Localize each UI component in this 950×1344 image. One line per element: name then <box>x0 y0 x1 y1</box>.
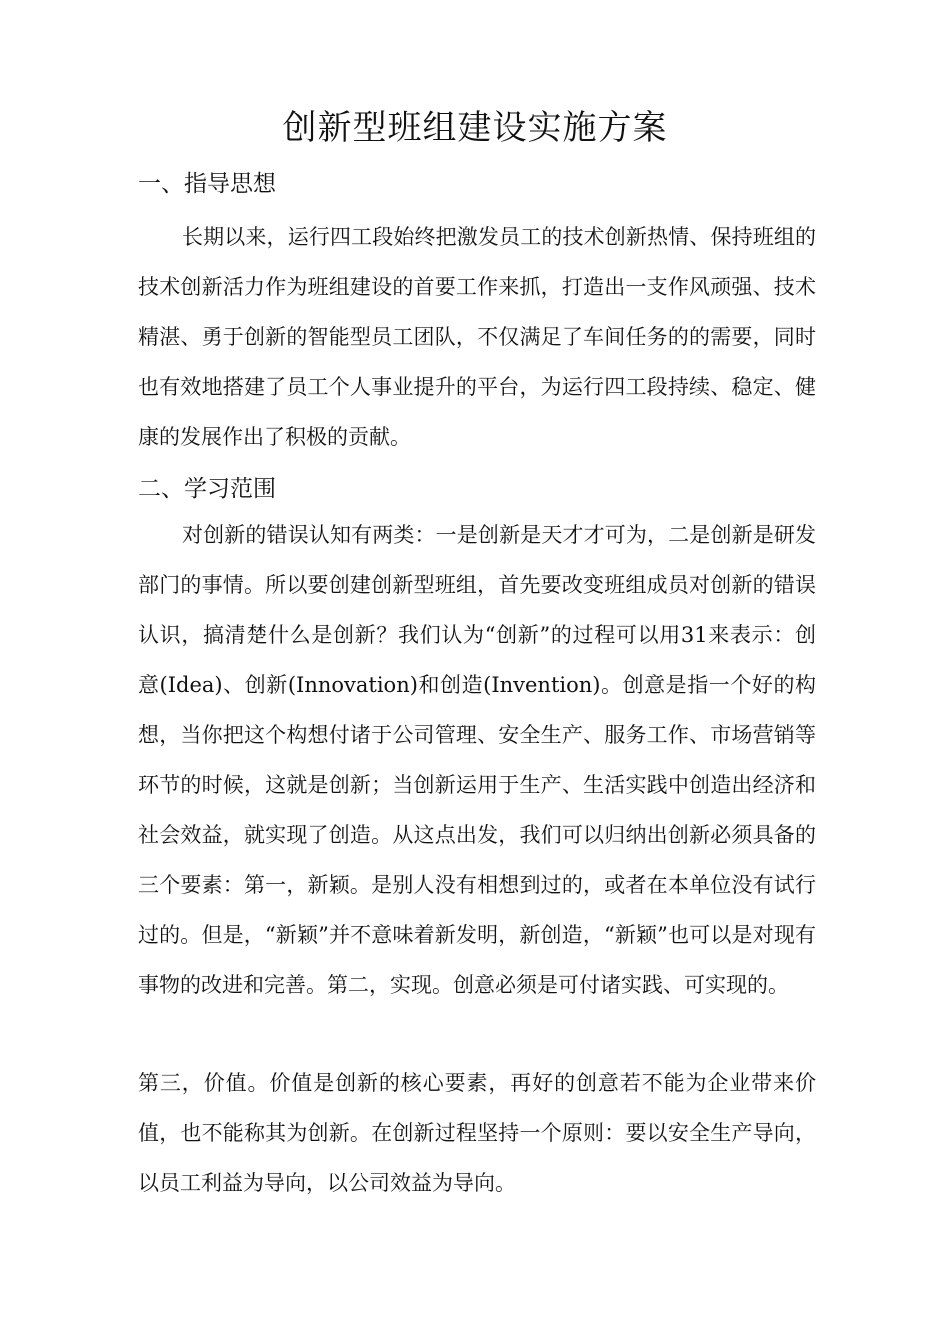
document-title: 创新型班组建设实施方案 <box>282 108 668 148</box>
section-heading-learning-scope: 二、学习范围 <box>138 476 276 502</box>
section-paragraph: 第三，价值。价值是创新的核心要素，再好的创意若不能为企业带来价值，也不能称其为创新。在创新过程坚持一个原则：要以安全生产导向，以员工利益为导向，以公司效益为导向。 <box>138 1071 816 1195</box>
section-heading-guiding-ideology: 一、指导思想 <box>138 171 276 197</box>
section-paragraph: 对创新的错误认知有两类：一是创新是天才才可为，二是创新是研发部门的事情。所以要创建创新型班组，首先要改变班组成员对创新的错误认识，搞清楚什么是创新？我们认为“创新”的过程可以用31来表示：创意(Idea)、创新(Innovation)和创造(Invention)。创意是指一个好的构想，当你把这个构想付诸于公司管理、安全生产、服务工作、市场营销等环节的时候，这就是创新；当创新运用于生产、生活实践中创造出经济和社会效益，就实现了创造。从这点出发，我们可以归纳出创新必须具备的三个要素：第一，新颖。是别人没有相想到过的，或者在本单位没有试行过的。但是，“新颖”并不意味着新发明，新创造，“新颖”也可以是对现有事物的改进和完善。第二，实现。创意必须是可付诸实践、可实现的。 <box>138 523 816 997</box>
section-paragraph: 长期以来，运行四工段始终把激发员工的技术创新热情、保持班组的技术创新活力作为班组建设的首要工作来抓，打造出一支作风顽强、技术精湛、勇于创新的智能型员工团队，不仅满足了车间任务的的需要，同时也有效地搭建了员工个人事业提升的平台，为运行四工段持续、稳定、健康的发展作出了积极的贡献。 <box>138 225 816 449</box>
